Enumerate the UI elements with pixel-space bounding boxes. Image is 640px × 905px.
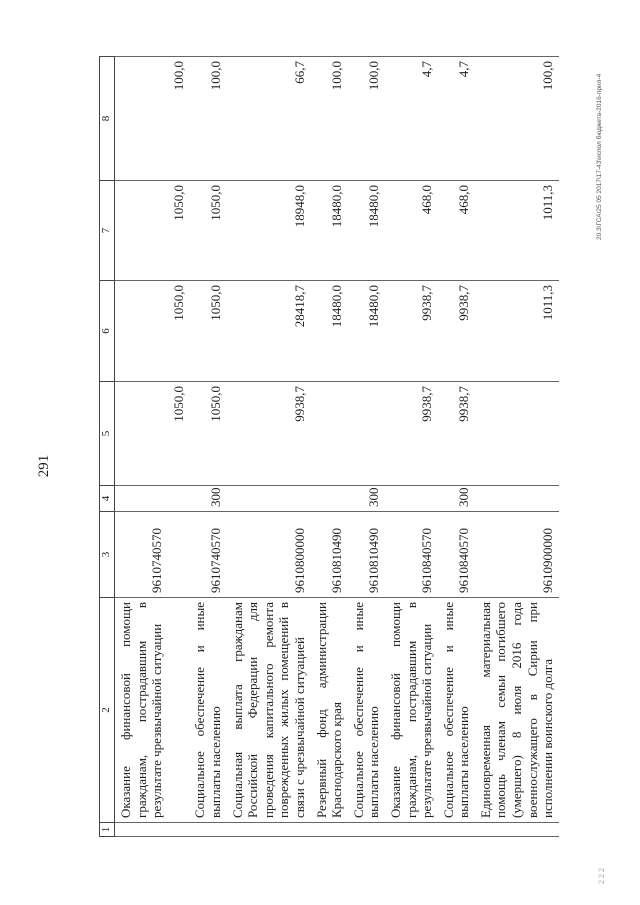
footer-path-text: 20.3\ГСА\25 05 2017\17-43\испол бюджета-2016-прил-4: [596, 73, 603, 240]
cell-name: Резервный фонд администрации Краснодарского края: [311, 598, 348, 823]
column-header: 8: [100, 57, 115, 181]
cell-code: 9610740570: [115, 512, 168, 598]
cell-c7: [115, 181, 168, 281]
cell-c5: [475, 382, 559, 486]
column-header: 6: [100, 281, 115, 382]
budget-table-container: [99, 57, 591, 837]
table-row: [475, 57, 559, 837]
cell-name: Социальное обеспечение и иные выплаты населению: [438, 598, 475, 823]
cell-code: 9610840570: [438, 512, 475, 598]
page-number: 291: [36, 454, 52, 478]
page-stamp: 2 2 2: [597, 868, 606, 884]
column-header: 4: [100, 486, 115, 512]
cell-c7: 18948,0: [227, 181, 311, 281]
table-body: [115, 57, 559, 837]
cell-code: [168, 512, 190, 598]
cell-vr: [115, 486, 168, 512]
cell-c5: 9938,7: [227, 382, 311, 486]
cell-c6: 28418,7: [227, 281, 311, 382]
cell-vr: 300: [189, 486, 226, 512]
cell-code: 9610740570: [189, 512, 226, 598]
cell-c5: [311, 382, 348, 486]
cell-c8: 66,7: [227, 57, 311, 181]
cell-name: [168, 598, 190, 823]
cell-c6: 1011,3: [475, 281, 559, 382]
cell-col1: [115, 823, 168, 837]
cell-c6: 9938,7: [438, 281, 475, 382]
cell-c8: 100,0: [311, 57, 348, 181]
cell-vr: 300: [438, 486, 475, 512]
cell-c8: 100,0: [348, 57, 385, 181]
cell-col1: [168, 823, 190, 837]
cell-c5: 9938,7: [385, 382, 438, 486]
cell-c6: 1050,0: [189, 281, 226, 382]
cell-c7: 1050,0: [168, 181, 190, 281]
cell-c5: 1050,0: [189, 382, 226, 486]
cell-code: 9610810490: [311, 512, 348, 598]
cell-col1: [475, 823, 559, 837]
cell-c5: [348, 382, 385, 486]
cell-name: Оказание финансовой помощи гражданам, пострадавшим в результате чрезвычайной ситуации: [385, 598, 438, 823]
cell-name: Оказание финансовой помощи гражданам, пострадавшим в результате чрезвычайной ситуации: [115, 598, 168, 823]
cell-code: 9610800000: [227, 512, 311, 598]
cell-col1: [438, 823, 475, 837]
cell-col1: [189, 823, 226, 837]
cell-c7: 468,0: [438, 181, 475, 281]
table-row: [115, 57, 168, 837]
cell-code: 9610810490: [348, 512, 385, 598]
cell-c5: [115, 382, 168, 486]
cell-vr: [475, 486, 559, 512]
column-number-row: [100, 57, 115, 837]
cell-col1: [385, 823, 438, 837]
column-header: 3: [100, 512, 115, 598]
cell-vr: 300: [348, 486, 385, 512]
cell-name: Социальное обеспечение и иные выплаты населению: [189, 598, 226, 823]
table-row: [189, 57, 226, 837]
cell-vr: [227, 486, 311, 512]
cell-c8: 100,0: [168, 57, 190, 181]
table-row: [385, 57, 438, 837]
cell-c7: 18480,0: [348, 181, 385, 281]
cell-c6: 1050,0: [168, 281, 190, 382]
cell-c8: [115, 57, 168, 181]
column-header: 7: [100, 181, 115, 281]
cell-c8: 4,7: [438, 57, 475, 181]
cell-name: Единовременная материальная помощь членам семьи погибшего (умершего) 8 июля 2016 года военнослужащего в Сирии при исполнении воинского долга: [475, 598, 559, 823]
cell-c7: 1011,3: [475, 181, 559, 281]
cell-c5: 1050,0: [168, 382, 190, 486]
column-header: 2: [100, 598, 115, 823]
cell-c5: 9938,7: [438, 382, 475, 486]
cell-c7: 1050,0: [189, 181, 226, 281]
cell-c7: 468,0: [385, 181, 438, 281]
cell-c6: 18480,0: [348, 281, 385, 382]
cell-c8: 100,0: [189, 57, 226, 181]
cell-name: Социальное обеспечение и иные выплаты населению: [348, 598, 385, 823]
column-header: 1: [100, 823, 115, 837]
cell-name: Социальная выплата гражданам Российской Федерации для проведения капитального ремонта поврежденных жилых помещений в связи с чрезвычайной ситуацией: [227, 598, 311, 823]
cell-c6: [115, 281, 168, 382]
cell-c7: 18480,0: [311, 181, 348, 281]
cell-c8: 100,0: [475, 57, 559, 181]
table-row: [168, 57, 190, 837]
column-header: 5: [100, 382, 115, 486]
cell-code: 9610900000: [475, 512, 559, 598]
cell-vr: [385, 486, 438, 512]
cell-vr: [168, 486, 190, 512]
table-row: [348, 57, 385, 837]
cell-vr: [311, 486, 348, 512]
cell-col1: [227, 823, 311, 837]
budget-table: [99, 56, 559, 837]
table-row: [227, 57, 311, 837]
cell-col1: [311, 823, 348, 837]
cell-c6: 9938,7: [385, 281, 438, 382]
cell-col1: [348, 823, 385, 837]
cell-c6: 18480,0: [311, 281, 348, 382]
table-row: [438, 57, 475, 837]
cell-c8: 4,7: [385, 57, 438, 181]
table-row: [311, 57, 348, 837]
cell-code: 9610840570: [385, 512, 438, 598]
